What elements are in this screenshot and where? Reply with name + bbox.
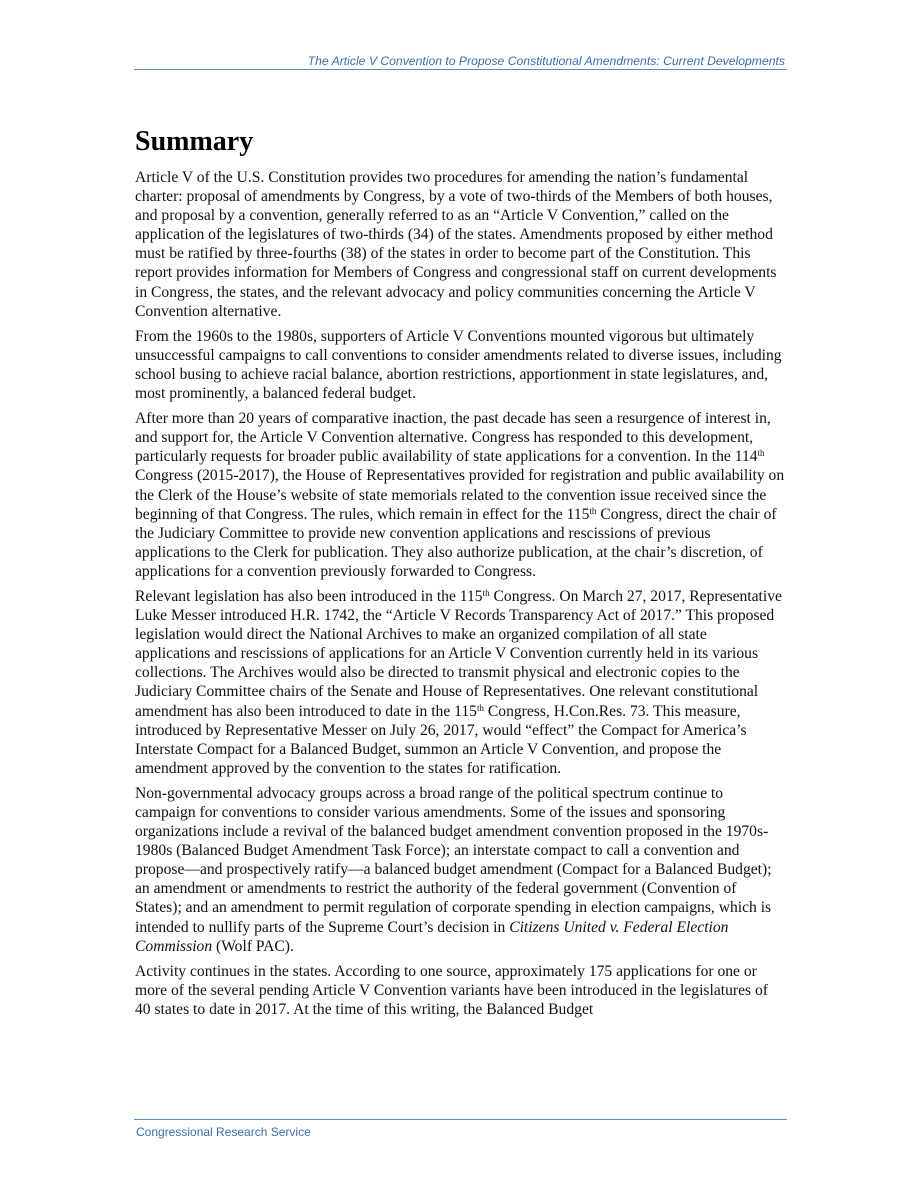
footer-publisher: Congressional Research Service [136, 1125, 311, 1139]
superscript-th: th [482, 587, 490, 598]
superscript-th: th [476, 702, 484, 713]
document-body [135, 125, 785, 1025]
paragraph-2: From the 1960s to the 1980s, supporters of Article V Conventions mounted vigorous but ultimately unsuccessful campaigns to call conventions to consider amendments related to diverse issues, including school busing to achieve racial balance, abortion restrictions, apportionment in state legislatures, and, most prominently, a balanced federal budget. [135, 327, 782, 403]
page-title: Summary [135, 126, 254, 157]
superscript-th: th [589, 505, 597, 516]
paragraph-3-text-b: Congress (2015-2017), the House of Representatives provided for registration and public availability on the Clerk of the House’s website of state memorials related to the convention issue received since the beginning of that Congress. The rules, which remain in effect for the 115 [135, 467, 785, 523]
running-header [134, 53, 787, 70]
paragraph-4-text-a: Relevant legislation has also been introduced in the 115 [135, 587, 483, 605]
paragraph-1: Article V of the U.S. Constitution provides two procedures for amending the nation’s fundamental charter: proposal of amendments by Congress, by a vote of two-thirds of the Members of both houses, and proposal by a convention, generally referred to as an “Article V Convention,” called on the application of the legislatures of two-thirds (34) of the states. Amendments proposed by either method must be ratified by three-fourths (38) of the states in order to become part of the Constitution. This report provides information for Members of Congress and congressional staff on current developments in Congress, the states, and the relevant advocacy and policy communities concerning the Article V Convention alternative. [135, 169, 777, 320]
running-header-title: The Article V Convention to Propose Constitutional Amendments: Current Developments [307, 54, 785, 68]
paragraph-4 [135, 587, 785, 778]
paragraph-4-text-c: Congress, H.Con.Res. 73. This measure, introduced by Representative Messer on July 26, 2017, would “effect” the Compact for America’s Interstate Compact for a Balanced Budget, summon an Article V Convention, and propose the amendment approved by the convention to the states for ratification. [135, 702, 747, 777]
paragraph-3 [135, 409, 785, 581]
superscript-th: th [757, 448, 765, 459]
paragraph-6: Activity continues in the states. According to one source, approximately 175 applications for one or more of the several pending Article V Convention variants have been introduced in the legislatures of 40 states to date in 2017. At the time of this writing, the Balanced Budget [135, 962, 768, 1018]
case-citation: Citizens United v. Federal Election Commission [135, 918, 729, 955]
running-footer [134, 1119, 787, 1141]
paragraph-4-text-b: Congress. On March 27, 2017, Representative Luke Messer introduced H.R. 1742, the “Article V Records Transparency Act of 2017.” This proposed legislation would direct the National Archives to make an organized compilation of all state applications and rescissions of applications for an Article V Convention currently held in its various collections. The Archives would also be directed to transmit physical and electronic copies to the Judiciary Committee chairs of the Senate and House of Representatives. One relevant constitutional amendment has also been introduced to date in the 115 [135, 587, 782, 720]
paragraph-3-text-a: After more than 20 years of comparative inaction, the past decade has seen a resurgence of interest in, and support for, the Article V Convention alternative. Congress has responded to this development, particularly requests for broader public availability of state applications for a convention. In the 114 [135, 410, 771, 466]
paragraph-5-text-b: (Wolf PAC). [212, 937, 294, 955]
paragraph-5-text-a: Non-governmental advocacy groups across a broad range of the political spectrum continue to campaign for conventions to consider various amendments. Some of the issues and sponsoring organizations include a revival of the balanced budget amendment convention proposed in the 1970s-1980s (Balanced Budget Amendment Task Force); an interstate compact to call a convention and propose—and prospectively ratify—a balanced budget amendment (Compact for a Balanced Budget); an amendment or amendments to restrict the authority of the federal government (Convention of States); and an amendment to permit regulation of corporate spending in election campaigns, which is intended to nullify parts of the Supreme Court’s decision in [135, 784, 772, 936]
paragraph-3-text-c: Congress, direct the chair of the Judiciary Committee to provide new convention applications and rescissions of previous applications to the Clerk for publication. They also authorize publication, at the chair’s discretion, of applications for a convention previously forwarded to Congress. [135, 505, 777, 580]
paragraph-5 [135, 784, 785, 956]
